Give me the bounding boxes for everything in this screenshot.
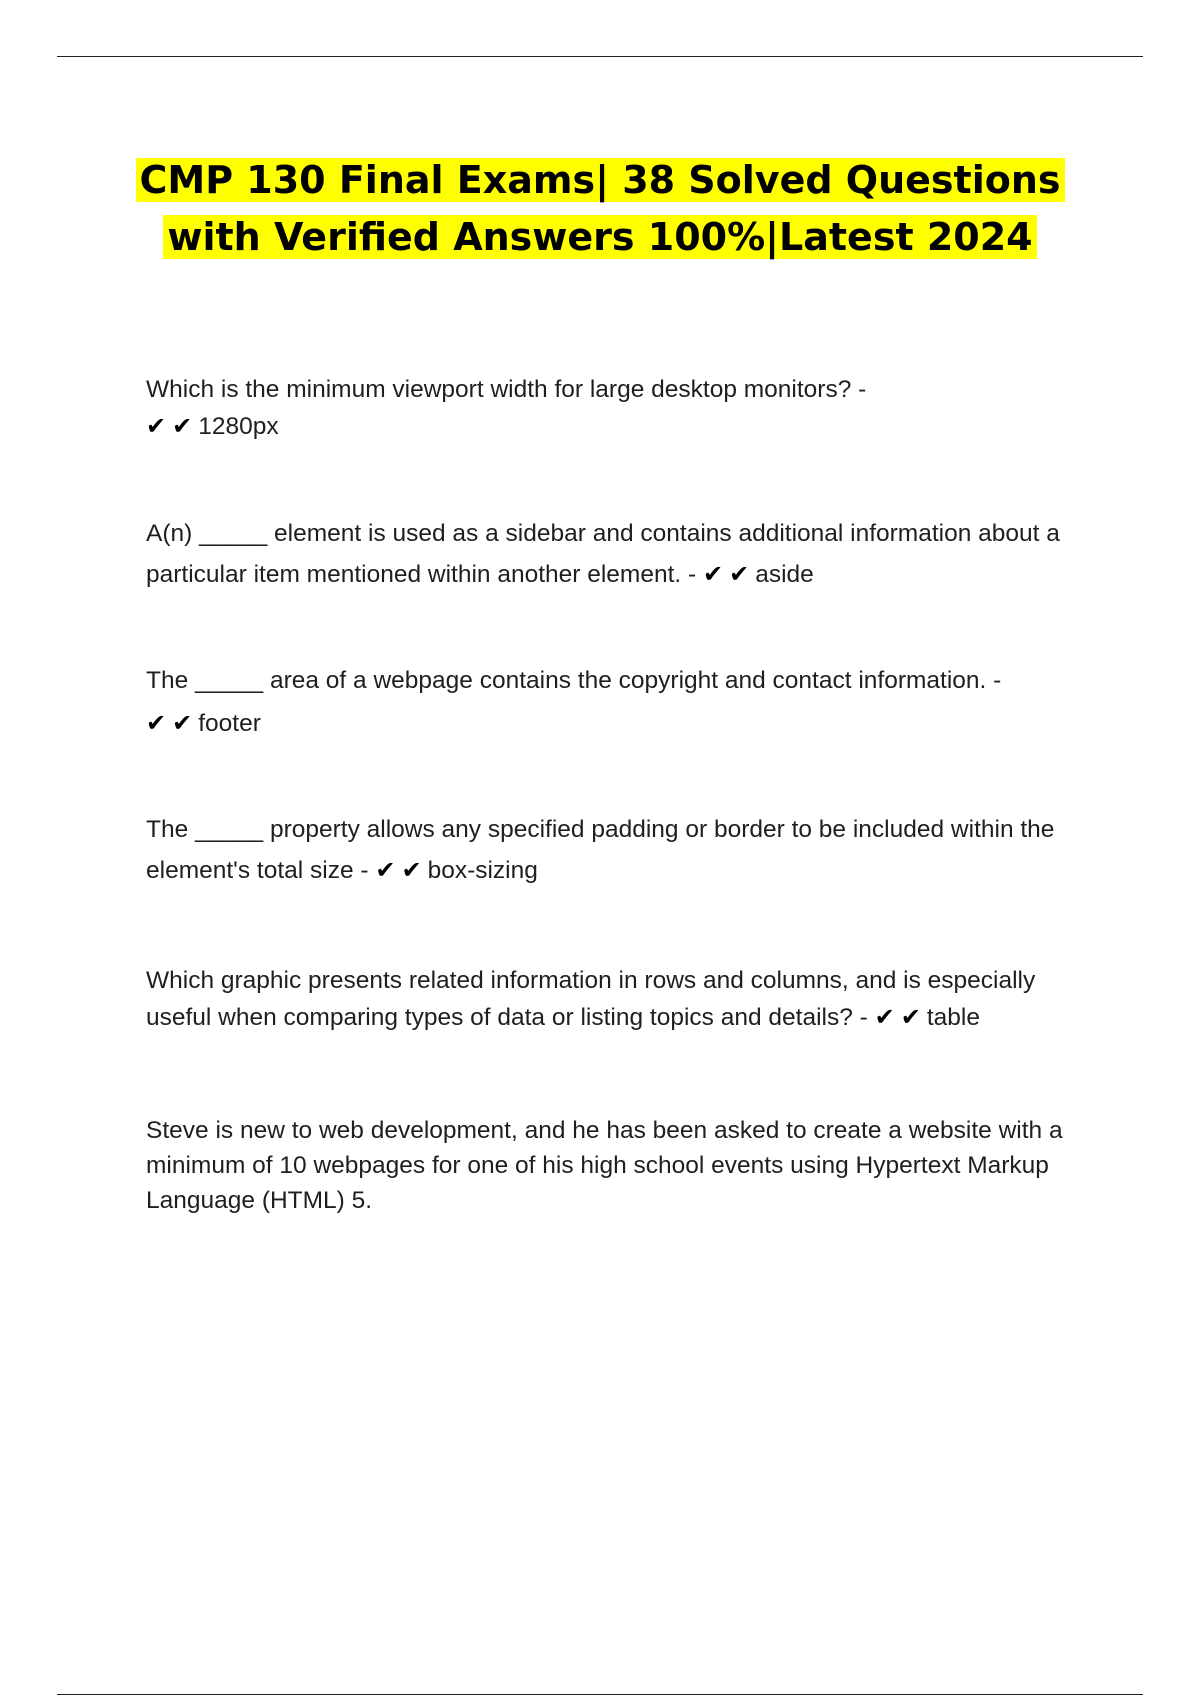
question-text: A(n) _____ element is used as a sidebar and contains additional information about a particular item mentioned within another element. - (146, 520, 1067, 588)
qa-item-4 (146, 810, 1096, 891)
question-text: The _____ property allows any specified padding or border to be included within the element's total size - (146, 816, 1062, 884)
question-text: Steve is new to web development, and he has been asked to create a website with a minimum of 10 webpages for one of his high school events using Hypertext Markup Language (HTML) 5. (146, 1117, 1070, 1214)
qa-item-2 (146, 514, 1096, 595)
qa-item-5 (146, 962, 1096, 1036)
question-text: Which graphic presents related information in rows and columns, and is especially useful when comparing types of data or listing topics and details? - (146, 967, 1043, 1031)
question-text: The _____ area of a webpage contains the copyright and contact information. - (146, 667, 1002, 694)
title-line-1: CMP 130 Final Exams| 38 Solved Questions (136, 158, 1065, 202)
bottom-divider (57, 1694, 1143, 1695)
check-mark-icon: ✔✔ (702, 560, 756, 588)
qa-item-6 (146, 1113, 1096, 1218)
qa-item-3 (146, 660, 1096, 745)
top-divider (57, 56, 1143, 57)
check-mark-icon: ✔✔ (375, 856, 428, 884)
document-title (0, 152, 1200, 266)
answer-text: aside (755, 561, 814, 588)
answer-text: 1280px (198, 413, 279, 440)
answer-text: footer (198, 710, 261, 737)
question-text: Which is the minimum viewport width for large desktop monitors? - (146, 376, 867, 403)
title-line-2: with Verified Answers 100%|Latest 2024 (163, 215, 1036, 259)
answer-text: table (926, 1004, 980, 1031)
check-mark-icon: ✔✔ (874, 1003, 927, 1031)
qa-item-1 (146, 372, 1096, 445)
answer-text: box-sizing (427, 857, 538, 884)
check-mark-icon: ✔✔ (146, 709, 199, 737)
check-mark-icon: ✔✔ (146, 412, 199, 440)
